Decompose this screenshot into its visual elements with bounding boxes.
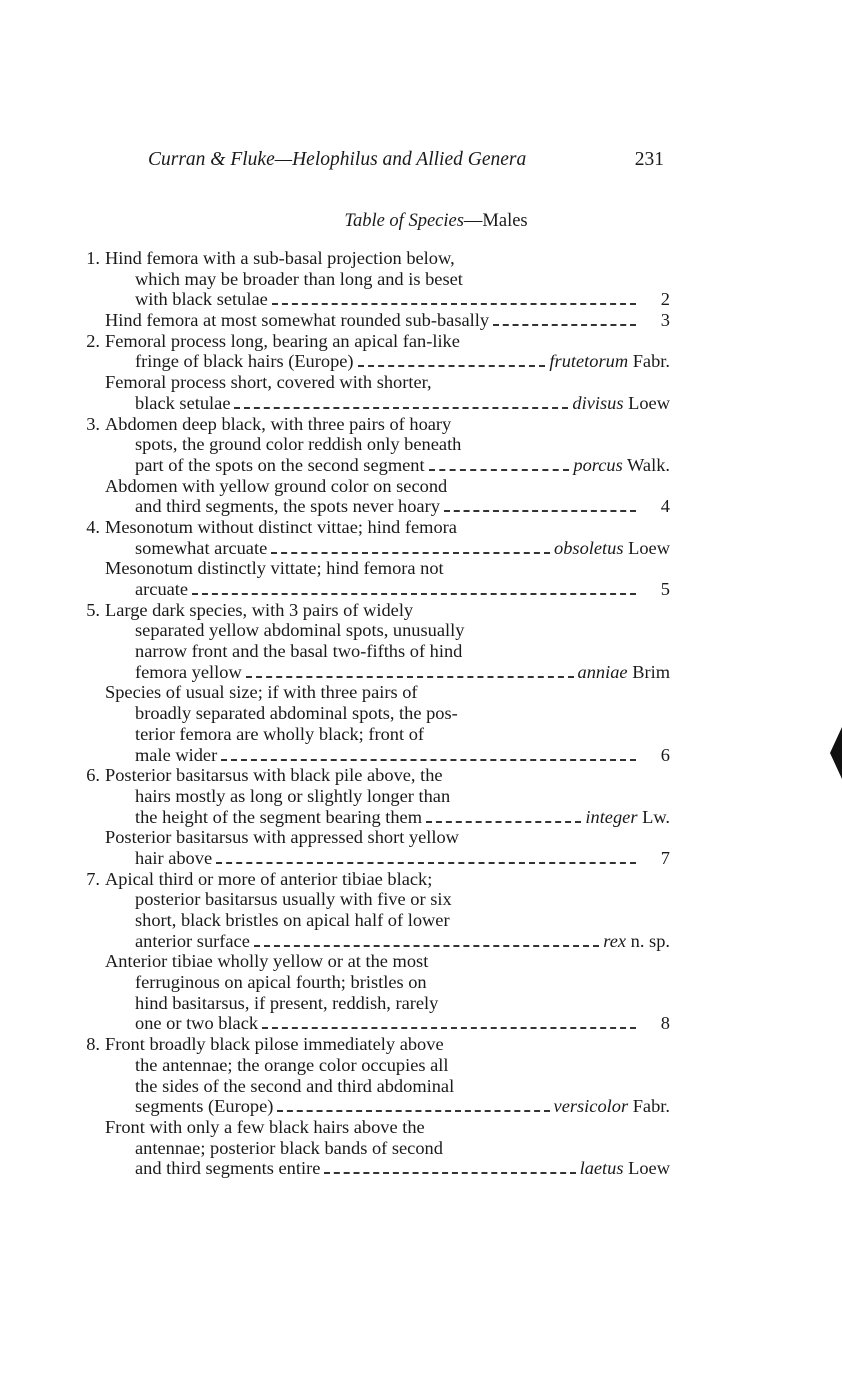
lead-line: [135, 455, 670, 476]
key-text: terior femora are wholly black; front of: [135, 723, 425, 744]
dash-leader: [277, 1110, 549, 1112]
key-line: [70, 1013, 670, 1034]
key-line: [70, 434, 670, 455]
key-line: [70, 682, 670, 703]
species-name: versicolor: [553, 1096, 629, 1117]
couplet-number: 5.: [86, 599, 100, 620]
couplet-reference: 6: [660, 744, 670, 765]
lead-line: [135, 496, 670, 517]
key-text: Anterior tibiae wholly yellow or at the most: [105, 951, 429, 972]
species-name: integer: [585, 806, 638, 827]
key-result: [554, 538, 670, 559]
couplet-number: 3.: [86, 413, 100, 434]
species-name: frutetorum: [549, 351, 629, 372]
key-line: [70, 910, 670, 931]
key-line: [70, 579, 670, 600]
key-line: [70, 289, 670, 310]
key-line: [70, 310, 670, 331]
key-line: [70, 889, 670, 910]
lead-line: [135, 848, 670, 869]
key-line: [70, 393, 670, 414]
key-line: [70, 1158, 670, 1179]
couplet-reference: 8: [660, 1013, 670, 1034]
key-text: the antennae; the orange color occupies all: [135, 1054, 449, 1075]
dash-leader: [221, 759, 636, 761]
couplet-reference: 3: [660, 310, 670, 331]
key-text: Femoral process short, covered with shorter,: [105, 372, 432, 393]
key-text: segments (Europe): [135, 1096, 274, 1117]
key-result: [578, 662, 670, 683]
species-name: obsoletus: [554, 537, 624, 558]
key-text: broadly separated abdominal spots, the pos-: [135, 703, 458, 724]
dash-leader: [493, 324, 636, 326]
key-text: hind basitarsus, if present, reddish, rarely: [135, 992, 439, 1013]
key-text: Front broadly black pilose immediately above: [105, 1034, 444, 1055]
dash-leader: [444, 510, 636, 512]
key-line: [70, 993, 670, 1014]
key-line: [70, 538, 670, 559]
key-line: [70, 869, 670, 890]
key-line: [70, 496, 670, 517]
key-line: [70, 455, 670, 476]
lead-line: [135, 745, 670, 766]
key-text: Species of usual size; if with three pairs of: [105, 682, 418, 703]
species-author: Brim: [627, 661, 670, 682]
key-line: [70, 745, 670, 766]
lead-line: [135, 1013, 670, 1034]
couplet-reference: 5: [660, 579, 670, 599]
species-author: Walk.: [622, 454, 670, 475]
key-line: [70, 765, 670, 786]
couplet-reference: 4: [660, 496, 670, 517]
key-result: [585, 807, 670, 828]
key-text: one or two black: [135, 1013, 259, 1034]
key-text: posterior basitarsus usually with five or six: [135, 889, 452, 910]
key-text: Posterior basitarsus with appressed short yellow: [105, 827, 459, 848]
key-text: part of the spots on the second segment: [135, 454, 425, 475]
key-result: [573, 455, 670, 476]
key-text: hairs mostly as long or slightly longer than: [135, 785, 451, 806]
table-title: [0, 211, 842, 232]
couplet-number: 8.: [86, 1034, 100, 1055]
couplet-number: 7.: [86, 868, 100, 889]
key-text: femora yellow: [135, 661, 242, 682]
key-text: male wider: [135, 744, 218, 765]
dash-leader: [234, 407, 568, 409]
key-text: narrow front and the basal two-fifths of hind: [135, 641, 463, 662]
species-author: Fabr.: [628, 351, 670, 372]
key-text: separated yellow abdominal spots, unusually: [135, 620, 465, 641]
species-name: rex: [603, 930, 627, 951]
key-line: [70, 600, 670, 621]
key-text: short, black bristles on apical half of lower: [135, 910, 450, 930]
couplet-number: 6.: [86, 765, 100, 786]
key-line: [70, 662, 670, 683]
key-line: [70, 641, 670, 662]
key-text: Front with only a few black hairs above the: [105, 1116, 425, 1137]
key-text: Posterior basitarsus with black pile above, the: [105, 765, 443, 786]
dash-leader: [426, 821, 581, 823]
key-text: Apical third or more of anterior tibiae black;: [105, 868, 433, 889]
key-text: anterior surface: [135, 930, 250, 951]
key-line: [70, 807, 670, 828]
dash-leader: [429, 469, 570, 471]
key-line: [70, 1096, 670, 1117]
dash-leader: [324, 1172, 575, 1174]
table-title-rest: —Males: [463, 211, 528, 231]
species-name: laetus: [579, 1158, 624, 1179]
key-line: [70, 372, 670, 393]
key-line: [70, 786, 670, 807]
key-text: fringe of black hairs (Europe): [135, 351, 354, 372]
key-result: [580, 1158, 670, 1179]
key-text: hair above: [135, 847, 213, 868]
lead-line: [135, 289, 670, 310]
lead-line: [135, 1158, 670, 1179]
couplet-reference: 7: [660, 847, 670, 868]
key-line: [70, 951, 670, 972]
species-author: Lw.: [637, 806, 670, 827]
key-text: ferruginous on apical fourth; bristles on: [135, 972, 427, 993]
lead-line: [135, 662, 670, 683]
key-text: the sides of the second and third abdominal: [135, 1075, 455, 1096]
table-title-italic: Table of Species: [344, 211, 464, 231]
species-name: porcus: [573, 454, 623, 475]
species-name: anniae: [577, 661, 628, 682]
key-text: Large dark species, with 3 pairs of widely: [105, 599, 414, 620]
key-text: the height of the segment bearing them: [135, 806, 423, 827]
key-text: which may be broader than long and is beset: [135, 268, 463, 289]
key-text: and third segments entire: [135, 1158, 321, 1179]
lead-line: [105, 310, 670, 331]
key-text: Mesonotum distinctly vittate; hind femora not: [105, 558, 444, 579]
key-text: antennae; posterior black bands of second: [135, 1137, 443, 1158]
key-line: [70, 476, 670, 497]
key-text: somewhat arcuate: [135, 537, 268, 558]
key-line: [70, 558, 670, 579]
key-line: [70, 827, 670, 848]
key-line: [70, 248, 670, 269]
lead-line: [135, 931, 670, 952]
key-text: black setulae: [135, 392, 231, 413]
species-name: divisus: [572, 392, 624, 413]
dash-leader: [272, 303, 636, 305]
key-result: [572, 393, 670, 414]
lead-line: [135, 393, 670, 414]
lead-line: [135, 807, 670, 828]
key-text: Abdomen deep black, with three pairs of hoary: [105, 413, 452, 434]
page-number: 231: [634, 149, 664, 170]
key-text: Abdomen with yellow ground color on second: [105, 475, 448, 496]
page-header: [148, 149, 668, 175]
key-line: [70, 269, 670, 290]
key-line: [70, 931, 670, 952]
species-author: Loew: [623, 1158, 670, 1179]
dash-leader: [358, 365, 546, 367]
lead-line: [135, 579, 670, 600]
key-line: [70, 703, 670, 724]
couplet-number: 2.: [86, 330, 100, 351]
running-title: Curran & Fluke—Helophilus and Allied Genera: [148, 149, 527, 170]
lead-line: [135, 351, 670, 372]
key-line: [70, 1076, 670, 1097]
lead-line: [135, 1096, 670, 1117]
key-line: [70, 972, 670, 993]
key-text: with black setulae: [135, 289, 268, 310]
key-text: spots, the ground color reddish only beneath: [135, 434, 462, 455]
key-line: [70, 1055, 670, 1076]
identification-key: [70, 248, 670, 1179]
key-line: [70, 1138, 670, 1159]
key-line: [70, 517, 670, 538]
key-text: Mesonotum without distinct vittae; hind femora: [105, 516, 457, 537]
dash-leader: [262, 1027, 636, 1029]
key-result: [549, 351, 670, 372]
key-line: [70, 1034, 670, 1055]
page-edge-tab-mark: [830, 727, 842, 779]
dash-leader: [254, 945, 599, 947]
key-line: [70, 848, 670, 869]
dash-leader: [271, 552, 550, 554]
key-line: [70, 1117, 670, 1138]
key-line: [70, 351, 670, 372]
species-author: Loew: [623, 537, 670, 558]
key-line: [70, 724, 670, 745]
dash-leader: [192, 593, 636, 595]
key-text: Hind femora at most somewhat rounded sub-basally: [105, 310, 490, 331]
key-text: arcuate: [135, 579, 189, 599]
species-author: n. sp.: [626, 930, 670, 951]
key-line: [70, 414, 670, 435]
key-text: and third segments, the spots never hoary: [135, 496, 440, 517]
key-result: [603, 931, 670, 952]
couplet-number: 1.: [86, 248, 100, 268]
species-author: Fabr.: [628, 1096, 670, 1117]
key-line: [70, 620, 670, 641]
dash-leader: [216, 862, 636, 864]
couplet-number: 4.: [86, 516, 100, 537]
dash-leader: [246, 676, 574, 678]
species-author: Loew: [623, 392, 670, 413]
key-text: Femoral process long, bearing an apical fan-like: [105, 330, 460, 351]
key-line: [70, 331, 670, 352]
key-text: Hind femora with a sub-basal projection below,: [105, 248, 455, 268]
key-result: [554, 1096, 670, 1117]
lead-line: [135, 538, 670, 559]
couplet-reference: 2: [660, 289, 670, 310]
